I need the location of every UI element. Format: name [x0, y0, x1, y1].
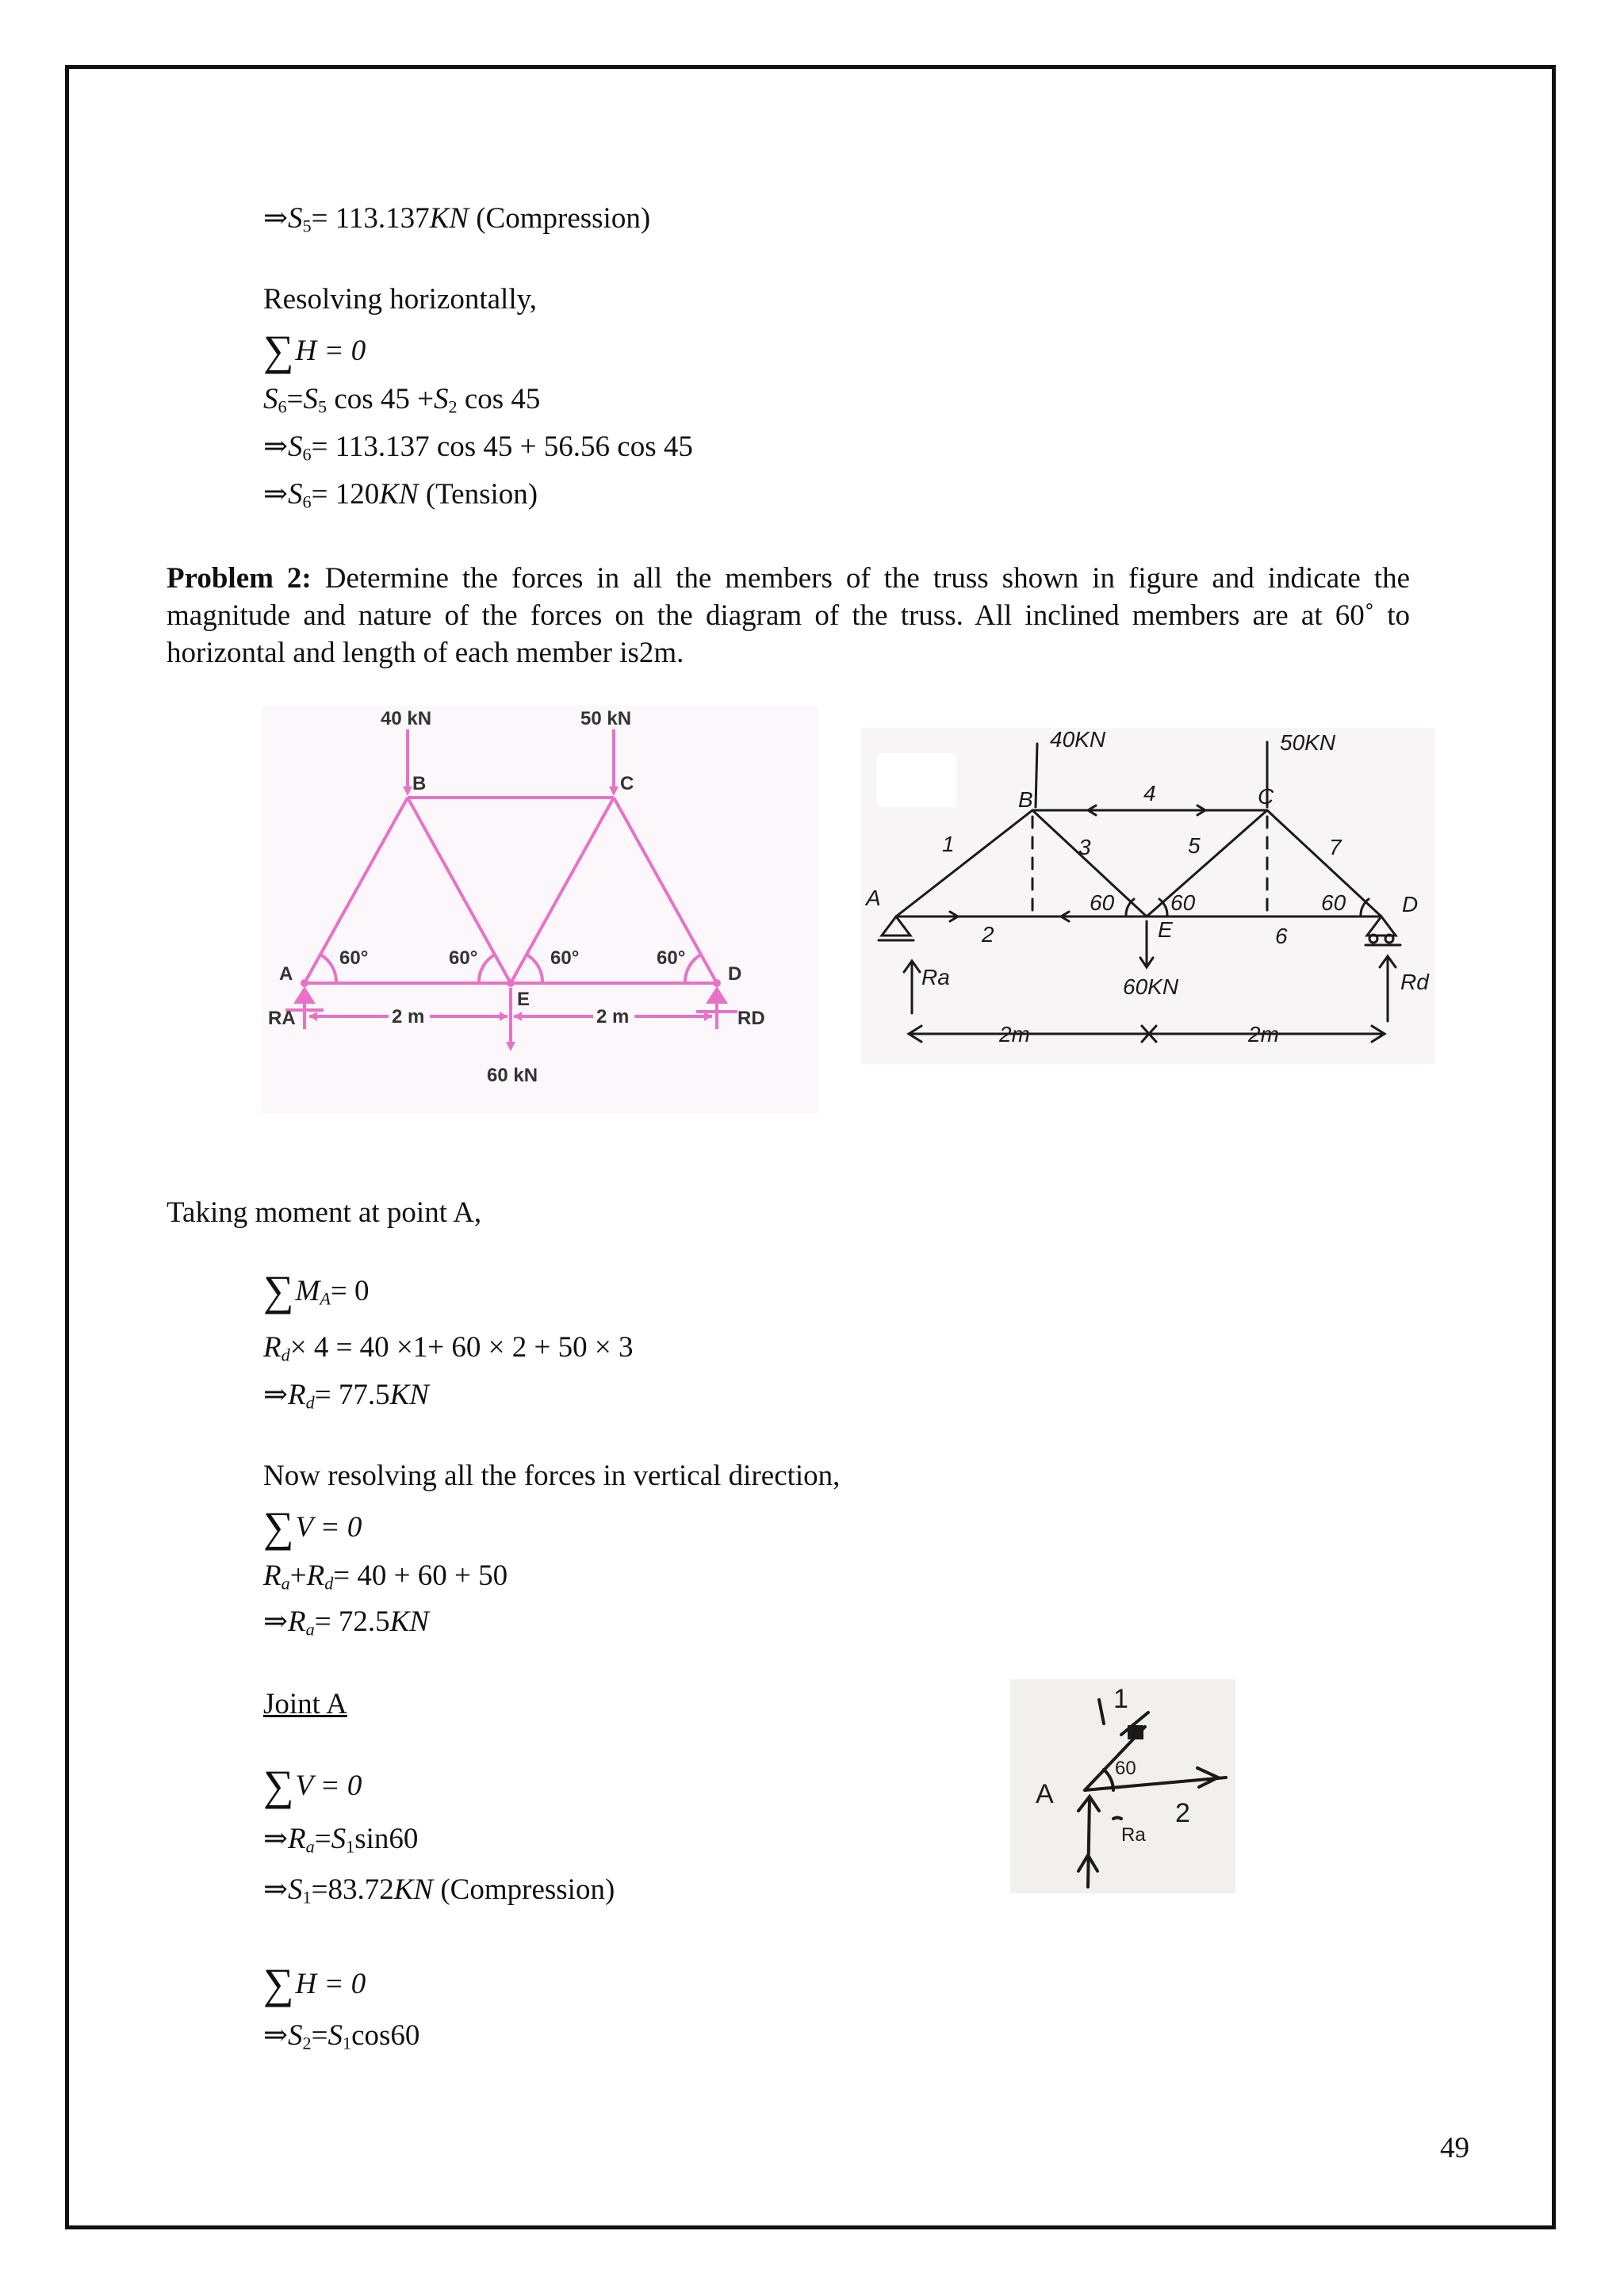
angle-e-right-label: 60° [550, 947, 580, 969]
hd-member-5-label: 5 [1188, 833, 1201, 858]
s5-equation: $\Rightarrow S_5= 113.137KN$ (Compression) [263, 202, 651, 236]
node-a-label: A [279, 963, 293, 985]
truss-figure-printed [262, 706, 818, 1113]
resolving-horizontally-heading: Resolving horizontally, [263, 283, 537, 316]
joint-a-sum-v: ∑V = 0 [263, 1762, 362, 1809]
hd-node-a-label: A [866, 886, 881, 910]
s6-component-equation: $S_6=S_5$ $\cos 45 +S_2$ cos 45 [263, 383, 541, 417]
hd-load-b-label: 40KN [1050, 728, 1106, 752]
rd-result: $\Rightarrow R_d= 77.5KN$ [263, 1379, 429, 1413]
joint-a-heading: Joint A [263, 1688, 347, 1720]
hd-span-left-label: 2m [999, 1022, 1030, 1047]
ra-result: $\Rightarrow R_a= 72.5KN$ [263, 1605, 429, 1640]
truss-figure-printed-svg [262, 706, 818, 1113]
hd-member-2-label: 2 [982, 922, 994, 947]
sum-ma-equation: $\sum M_A= 0$ [263, 1267, 370, 1314]
rd-moment-equation: $R_d\times 4 = 40 \times 1+ 60 \times 2 + 50 \times 3$ [263, 1331, 634, 1365]
hd-reaction-a-label: Ra [921, 965, 950, 989]
ra-rd-sum-equation: $R_a+R_d= 40 + 60 + 50$ [263, 1559, 508, 1594]
moment-heading: Taking moment at point A, [167, 1196, 482, 1229]
span-right-label: 2 m [596, 1006, 630, 1027]
hd-angle-d-label: 60 [1321, 890, 1346, 915]
node-d-label: D [728, 963, 742, 985]
hd-angle-e-left-label: 60 [1090, 890, 1115, 915]
problem-text: Determine the forces in all the members of the truss shown in figure and indicate the magnitude and nature of the forces on the diagram of the truss. All inclined members are at 60˚ to horizontal and length of each member is2m. [167, 562, 1411, 669]
angle-e-left-label: 60° [449, 947, 478, 969]
load-b-label: 40 kN [381, 708, 432, 729]
angle-d-label: 60° [657, 947, 686, 969]
span-left-label: 2 m [392, 1006, 425, 1027]
s6-numeric-equation: $\Rightarrow S_6= 113.137$ cos 45 + 56.56 cos 45 [263, 430, 693, 465]
sum-h-equation: ∑H = 0 [263, 327, 366, 374]
s6-result: $\Rightarrow S_6= 120KN$ (Tension) [263, 478, 538, 512]
hd-load-e-label: 60KN [1123, 974, 1179, 999]
hd-member-6-label: 6 [1275, 924, 1288, 948]
vertical-heading: Now resolving all the forces in vertical direction, [263, 1460, 841, 1492]
page-number: 49 [1440, 2132, 1469, 2164]
sum-v-equation: ∑V = 0 [263, 1503, 362, 1551]
hd-node-c-label: C [1258, 784, 1274, 809]
s2-equation: $\Rightarrow S_2=S_1\cos 60$ [263, 2019, 420, 2053]
node-e-label: E [517, 989, 530, 1010]
hd-node-b-label: B [1018, 787, 1033, 812]
hd-angle-e-right-label: 60 [1170, 890, 1196, 915]
truss-figure-handdrawn [861, 728, 1435, 1064]
angle-a-label: 60° [339, 947, 369, 969]
s1-result: $\Rightarrow S_1=83.72KN$ (Compression) [263, 1873, 615, 1908]
node-b-label: B [412, 773, 427, 794]
problem-statement [167, 560, 1410, 672]
hd-member-3-label: 3 [1078, 835, 1091, 859]
joint-fig-angle: 60 [1115, 1758, 1136, 1779]
joint-a-figure-svg [1010, 1679, 1235, 1893]
reaction-a-label: RA [268, 1008, 296, 1029]
joint-a-sum-h: ∑H = 0 [263, 1960, 366, 2007]
hd-member-7-label: 7 [1329, 835, 1342, 859]
hd-load-c-label: 50KN [1280, 730, 1336, 755]
ra-s1-equation: $\Rightarrow R_a=S_1\sin 60$ [263, 1823, 419, 1857]
hd-node-d-label: D [1402, 892, 1419, 916]
joint-fig-ra: Ra [1121, 1824, 1146, 1846]
load-e-label: 60 kN [487, 1065, 538, 1086]
joint-fig-member-2: 2 [1175, 1798, 1190, 1828]
hd-member-4-label: 4 [1143, 781, 1156, 806]
joint-a-figure [1010, 1679, 1235, 1893]
reaction-d-label: RD [737, 1008, 765, 1029]
node-c-label: C [620, 773, 634, 794]
truss-figure-handdrawn-svg [861, 728, 1435, 1064]
hd-reaction-d-label: Rd [1400, 970, 1429, 994]
hd-node-e-label: E [1158, 917, 1173, 942]
hd-span-right-label: 2m [1248, 1022, 1279, 1047]
load-c-label: 50 kN [580, 708, 632, 729]
joint-fig-node-a: A [1036, 1779, 1054, 1809]
joint-fig-member-1: 1 [1113, 1684, 1128, 1714]
hd-member-1-label: 1 [942, 832, 955, 856]
problem-label: Problem 2: [167, 562, 312, 595]
